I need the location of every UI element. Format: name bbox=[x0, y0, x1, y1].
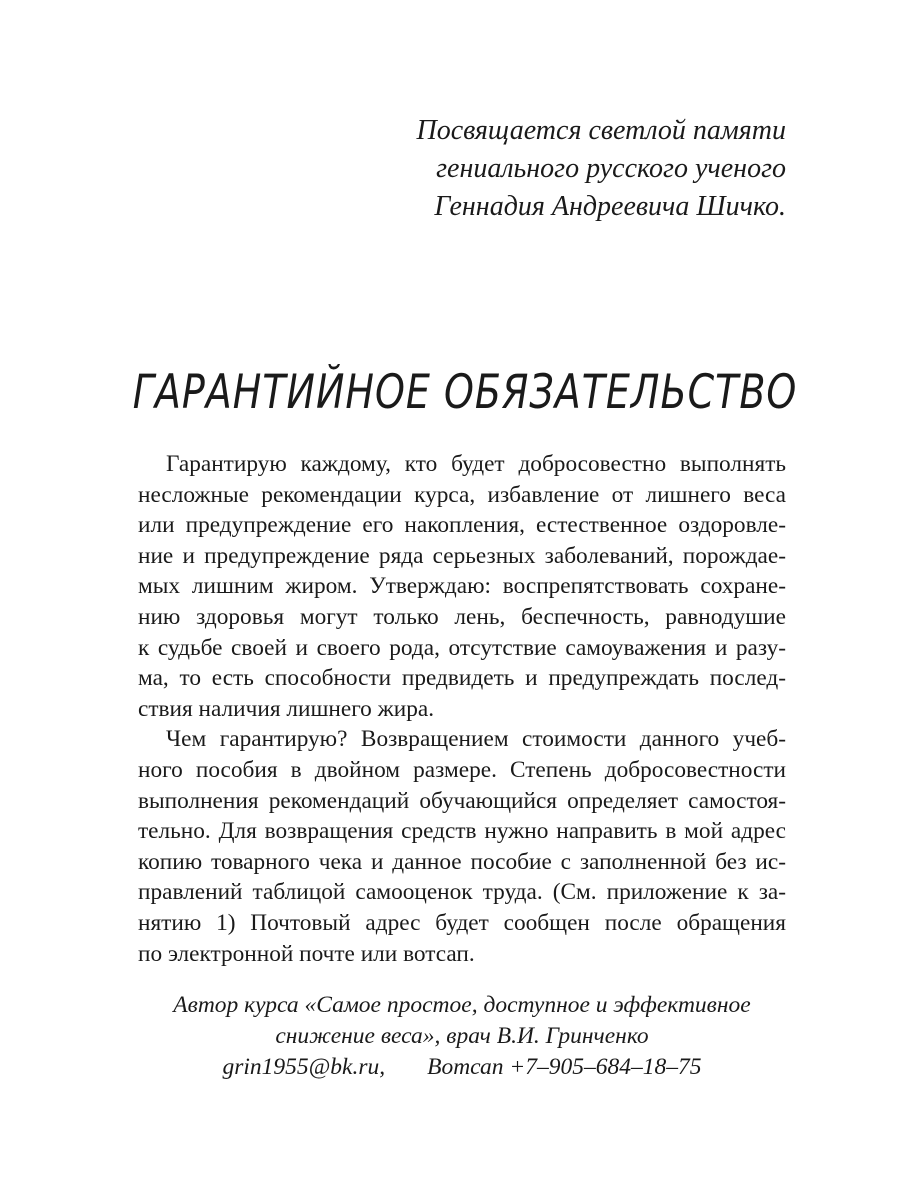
text-line: к судьбе своей и своего рода, отсутствие самоуважения и разу- bbox=[138, 634, 786, 661]
dedication-line: Посвящается светлой памяти bbox=[416, 115, 786, 146]
text-line: ние и предупреждение ряда серьезных заболеваний, порождае- bbox=[138, 542, 786, 569]
text-line: нию здоровья могут только лень, беспечность, равнодушие bbox=[138, 603, 786, 630]
text-line: по электронной почте или вотсап. bbox=[138, 940, 475, 967]
dedication bbox=[226, 112, 786, 226]
dedication-line: гениального русского ученого bbox=[436, 153, 786, 184]
text-line: несложные рекомендации курса, избавление от лишнего веса bbox=[138, 481, 786, 508]
text-line: Гарантирую каждому, кто будет добросовестно выполнять bbox=[166, 451, 786, 477]
text-line: правлений таблицой самооценок труда. (См. приложение к за- bbox=[138, 879, 786, 906]
text-line: мых лишним жиром. Утверждаю: воспрепятствовать сохране- bbox=[138, 573, 786, 600]
signature-line: снижение веса», врач В.И. Гринченко bbox=[275, 1023, 649, 1049]
text-line: тельно. Для возвращения средств нужно направить в мой адрес bbox=[138, 818, 786, 845]
guarantee-text bbox=[138, 449, 786, 969]
contact-line bbox=[138, 1052, 786, 1083]
text-line: ного пособия в двойном размере. Степень добросовестности bbox=[138, 756, 786, 783]
text-line: нятию 1) Почтовый адрес будет сообщен после обращения bbox=[138, 909, 786, 936]
dedication-line: Геннадия Андреевича Шичко. bbox=[434, 191, 786, 222]
signature-line: Автор курса «Самое простое, доступное и эффективное bbox=[173, 992, 751, 1018]
author-signature bbox=[138, 990, 786, 1083]
text-line: ма, то есть способности предвидеть и предупреждать послед- bbox=[138, 665, 786, 692]
phone-number: Вотсап +7–905–684–18–75 bbox=[427, 1054, 702, 1080]
page-title: ГАРАНТИЙНОЕ ОБЯЗАТЕЛЬСТВО bbox=[132, 364, 798, 419]
text-line: ствия наличия лишнего жира. bbox=[138, 695, 435, 722]
paragraph-1 bbox=[138, 449, 786, 724]
text-line: или предупреждение его накопления, естественное оздоровле- bbox=[138, 512, 786, 539]
text-line: копию товарного чека и данное пособие с заполненной без ис- bbox=[138, 848, 786, 875]
paragraph-2 bbox=[138, 724, 786, 969]
text-line: Чем гарантирую? Возвращением стоимости данного учеб- bbox=[166, 726, 786, 753]
email-address: grin1955@bk.ru, bbox=[222, 1054, 386, 1080]
text-line: выполнения рекомендаций обучающийся определяет самостоя- bbox=[138, 787, 786, 814]
